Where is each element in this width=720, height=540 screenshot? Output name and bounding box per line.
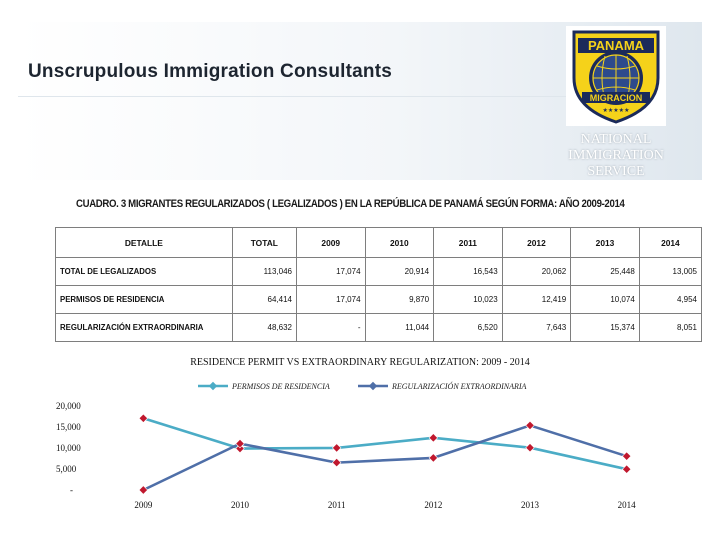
line-chart xyxy=(0,345,720,540)
column-header: 2013 xyxy=(571,228,640,258)
column-header: 2012 xyxy=(502,228,571,258)
table-cell: 9,870 xyxy=(365,286,434,314)
column-header: 2009 xyxy=(296,228,365,258)
data-point xyxy=(139,486,147,494)
table-cell: 10,074 xyxy=(571,286,640,314)
data-point xyxy=(429,434,437,442)
data-point xyxy=(139,414,147,422)
data-point xyxy=(332,444,340,452)
table-title: CUADRO. 3 MIGRANTES REGULARIZADOS ( LEGALIZADOS ) EN LA REPÚBLICA DE PANAMÁ SEGÚN FORMA: AÑO 2009-2014 xyxy=(76,198,625,210)
x-tick-label: 2009 xyxy=(134,500,153,510)
table-cell: 17,074 xyxy=(296,258,365,286)
y-tick-label: - xyxy=(70,485,73,495)
data-point xyxy=(526,421,534,429)
table-cell: 17,074 xyxy=(296,286,365,314)
column-header: DETALLE xyxy=(56,228,233,258)
table-cell: 8,051 xyxy=(639,314,701,342)
table-header-row xyxy=(56,228,702,258)
y-tick-label: 20,000 xyxy=(56,401,81,411)
y-tick-label: 10,000 xyxy=(56,443,81,453)
x-tick-label: 2012 xyxy=(424,500,443,510)
table-cell: - xyxy=(296,314,365,342)
agency-line-3: SERVICE xyxy=(587,164,645,179)
x-tick-label: 2014 xyxy=(617,500,636,510)
data-point xyxy=(332,458,340,466)
chart-title: RESIDENCE PERMIT VS EXTRAORDINARY REGULARIZATION: 2009 - 2014 xyxy=(190,357,530,368)
legend-marker xyxy=(209,382,217,390)
table-cell: 13,005 xyxy=(639,258,701,286)
table-cell: 64,414 xyxy=(232,286,296,314)
data-point xyxy=(526,443,534,451)
x-tick-label: 2011 xyxy=(327,500,346,510)
logo-bottom-text: MIGRACION xyxy=(589,93,643,103)
y-tick-label: 5,000 xyxy=(56,464,77,474)
row-label: REGULARIZACIÓN EXTRAORDINARIA xyxy=(56,314,233,342)
data-point xyxy=(622,465,630,473)
column-header: 2010 xyxy=(365,228,434,258)
table-cell: 6,520 xyxy=(434,314,503,342)
x-tick-label: 2013 xyxy=(521,500,539,510)
logo-stars: ★★★★★ xyxy=(602,108,630,114)
legend-label: REGULARIZACIÓN EXTRAORDINARIA xyxy=(392,382,527,391)
table-row xyxy=(56,286,702,314)
table-cell: 7,643 xyxy=(502,314,571,342)
legend-marker xyxy=(369,382,377,390)
migracion-logo xyxy=(566,26,666,126)
agency-name xyxy=(560,132,672,180)
table-row xyxy=(56,314,702,342)
legend-label: PERMISOS DE RESIDENCIA xyxy=(232,382,330,391)
series-line xyxy=(143,425,626,490)
data-point xyxy=(622,452,630,460)
table-cell: 20,914 xyxy=(365,258,434,286)
row-label: PERMISOS DE RESIDENCIA xyxy=(56,286,233,314)
table-cell: 12,419 xyxy=(502,286,571,314)
data-table xyxy=(55,227,702,342)
column-header: TOTAL xyxy=(232,228,296,258)
table-cell: 48,632 xyxy=(232,314,296,342)
y-tick-label: 15,000 xyxy=(56,422,81,432)
table-cell: 113,046 xyxy=(232,258,296,286)
data-table-wrapper xyxy=(55,227,702,340)
row-label: TOTAL DE LEGALIZADOS xyxy=(56,258,233,286)
table-cell: 16,543 xyxy=(434,258,503,286)
table-cell: 4,954 xyxy=(639,286,701,314)
table-cell: 25,448 xyxy=(571,258,640,286)
table-row xyxy=(56,258,702,286)
agency-line-1: NATIONAL xyxy=(580,132,652,147)
agency-line-2: IMMIGRATION xyxy=(568,148,664,163)
table-cell: 20,062 xyxy=(502,258,571,286)
table-cell: 15,374 xyxy=(571,314,640,342)
data-point xyxy=(429,454,437,462)
column-header: 2011 xyxy=(434,228,503,258)
header-divider xyxy=(18,96,578,97)
table-cell: 11,044 xyxy=(365,314,434,342)
column-header: 2014 xyxy=(639,228,701,258)
slide-title: Unscrupulous Immigration Consultants xyxy=(28,61,392,82)
table-cell: 10,023 xyxy=(434,286,503,314)
x-tick-label: 2010 xyxy=(231,500,249,510)
logo-top-text: PANAMA xyxy=(587,38,645,53)
